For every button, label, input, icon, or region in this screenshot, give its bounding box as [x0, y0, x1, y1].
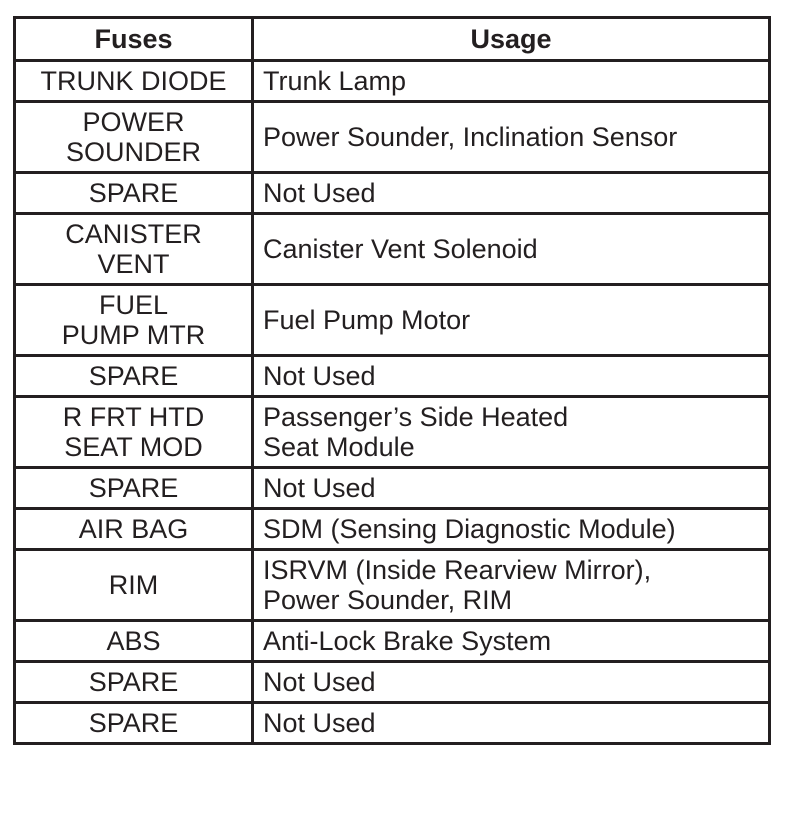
usage-line: Not Used: [263, 178, 376, 208]
fuse-name-line: RIM: [108, 570, 159, 600]
usage-cell: [253, 356, 770, 397]
table-row: [15, 550, 770, 621]
fuse-name-cell: [15, 468, 253, 509]
fuse-name-line: R FRT HTD: [62, 402, 205, 432]
usage-cell: [253, 662, 770, 703]
table-row: [15, 173, 770, 214]
fuse-name-line: TRUNK DIODE: [40, 66, 227, 96]
usage-cell: [253, 621, 770, 662]
usage-cell: [253, 468, 770, 509]
fuse-name-line: SPARE: [88, 473, 179, 503]
fuse-name-cell: [15, 621, 253, 662]
table-header-row: [15, 18, 770, 61]
fuse-name-line: SOUNDER: [65, 137, 201, 167]
usage-line: Not Used: [263, 667, 376, 697]
fuse-name-cell: [15, 356, 253, 397]
usage-line: Trunk Lamp: [263, 66, 407, 96]
fuse-name-line: SEAT MOD: [64, 432, 203, 462]
usage-line: Power Sounder, Inclination Sensor: [263, 122, 678, 152]
usage-cell: [253, 173, 770, 214]
usage-line: Not Used: [263, 361, 376, 391]
usage-line: Not Used: [263, 473, 376, 503]
usage-line: Fuel Pump Motor: [263, 305, 471, 335]
usage-line: Seat Module: [263, 432, 415, 462]
usage-line: Canister Vent Solenoid: [263, 234, 538, 264]
usage-cell: [253, 550, 770, 621]
fuse-name-cell: [15, 61, 253, 102]
usage-column-header: Usage: [253, 18, 770, 61]
usage-cell: [253, 509, 770, 550]
fuse-name-line: VENT: [97, 249, 170, 279]
table-row: [15, 397, 770, 468]
table-row: [15, 214, 770, 285]
fuse-name-cell: [15, 703, 253, 744]
fuse-name-cell: [15, 102, 253, 173]
fuse-name-cell: [15, 662, 253, 703]
usage-cell: [253, 397, 770, 468]
table-row: [15, 61, 770, 102]
fuse-name-line: ABS: [106, 626, 161, 656]
usage-line: Not Used: [263, 708, 376, 738]
fuse-name-line: SPARE: [88, 667, 179, 697]
fuse-name-line: POWER: [82, 107, 185, 137]
fuse-name-cell: [15, 214, 253, 285]
table-row: [15, 285, 770, 356]
table-row: [15, 102, 770, 173]
usage-cell: [253, 61, 770, 102]
table-row: [15, 703, 770, 744]
usage-line: Passenger’s Side Heated: [263, 402, 569, 432]
fuse-name-cell: [15, 397, 253, 468]
table-row: [15, 509, 770, 550]
table-row: [15, 356, 770, 397]
fuse-name-cell: [15, 509, 253, 550]
fuse-name-line: SPARE: [88, 178, 179, 208]
usage-cell: [253, 703, 770, 744]
fuse-usage-table: [13, 16, 771, 745]
fuse-name-cell: [15, 173, 253, 214]
table-row: [15, 621, 770, 662]
fuse-name-cell: [15, 550, 253, 621]
usage-cell: [253, 285, 770, 356]
usage-cell: [253, 214, 770, 285]
fuse-name-line: FUEL: [98, 290, 169, 320]
fuse-name-line: CANISTER: [65, 219, 202, 249]
fuses-column-header: Fuses: [15, 18, 253, 61]
table-row: [15, 468, 770, 509]
fuse-name-line: PUMP MTR: [61, 320, 206, 350]
usage-line: ISRVM (Inside Rearview Mirror),: [263, 555, 652, 585]
usage-line: Power Sounder, RIM: [263, 585, 513, 615]
fuse-name-line: AIR BAG: [78, 514, 189, 544]
fuse-name-cell: [15, 285, 253, 356]
usage-cell: [253, 102, 770, 173]
usage-line: SDM (Sensing Diagnostic Module): [263, 514, 676, 544]
fuse-name-line: SPARE: [88, 708, 179, 738]
usage-line: Anti-Lock Brake System: [263, 626, 552, 656]
table-row: [15, 662, 770, 703]
fuse-name-line: SPARE: [88, 361, 179, 391]
